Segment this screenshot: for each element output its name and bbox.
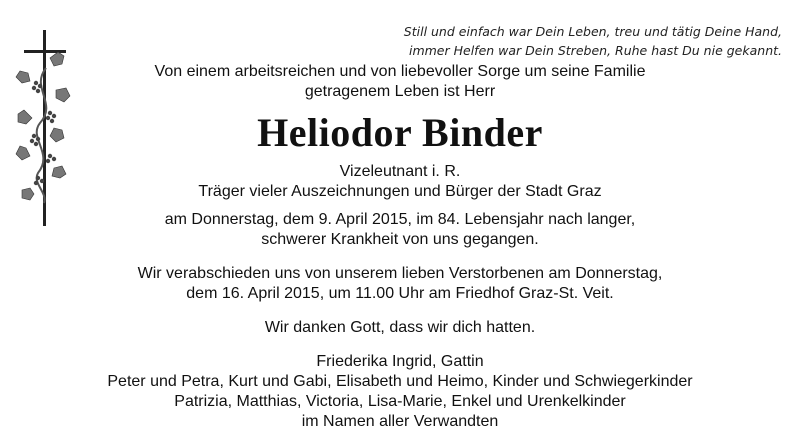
thanks-line: Wir danken Gott, dass wir dich hatten.	[264, 319, 536, 336]
death-line-2: schwerer Krankheit von uns gegangen.	[261, 231, 539, 248]
mourners-list	[80, 352, 720, 432]
memorial-quote	[362, 22, 782, 60]
intro-line-2: getragenem Leben ist Herr	[304, 83, 496, 100]
mourner-line-1: Friederika Ingrid, Gattin	[316, 353, 484, 370]
deceased-details	[80, 162, 720, 202]
obituary-body	[80, 62, 720, 432]
quote-line-2: immer Helfen war Dein Streben, Ruhe hast Du nie gekannt.	[408, 43, 782, 58]
intro	[80, 62, 720, 102]
intro-line-1: Von einem arbeitsreichen und von liebevoller Sorge um seine Familie	[154, 63, 646, 80]
deceased-honors: Träger vieler Auszeichnungen und Bürger der Stadt Graz	[198, 183, 602, 200]
funeral-line-2: dem 16. April 2015, um 11.00 Uhr am Friedhof Graz-St. Veit.	[186, 285, 614, 302]
mourner-line-3: Patrizia, Matthias, Victoria, Lisa-Marie, Enkel und Urenkelkinder	[174, 393, 626, 410]
deceased-rank: Vizeleutnant i. R.	[339, 163, 461, 180]
death-line-1: am Donnerstag, dem 9. April 2015, im 84. Lebensjahr nach langer,	[164, 211, 636, 228]
funeral-notice	[80, 264, 720, 304]
quote-line-1: Still und einfach war Dein Leben, treu und tätig Deine Hand,	[403, 24, 782, 39]
mourner-line-4: im Namen aller Verwandten	[301, 413, 499, 430]
deceased-name: Heliodor Binder	[257, 110, 543, 155]
mourner-line-2: Peter und Petra, Kurt und Gabi, Elisabeth und Heimo, Kinder und Schwiegerkinder	[107, 373, 693, 390]
cross-with-grapevine-icon	[10, 28, 80, 228]
funeral-line-1: Wir verabschieden uns von unserem lieben Verstorbenen am Donnerstag,	[137, 265, 663, 282]
death-notice	[80, 210, 720, 250]
